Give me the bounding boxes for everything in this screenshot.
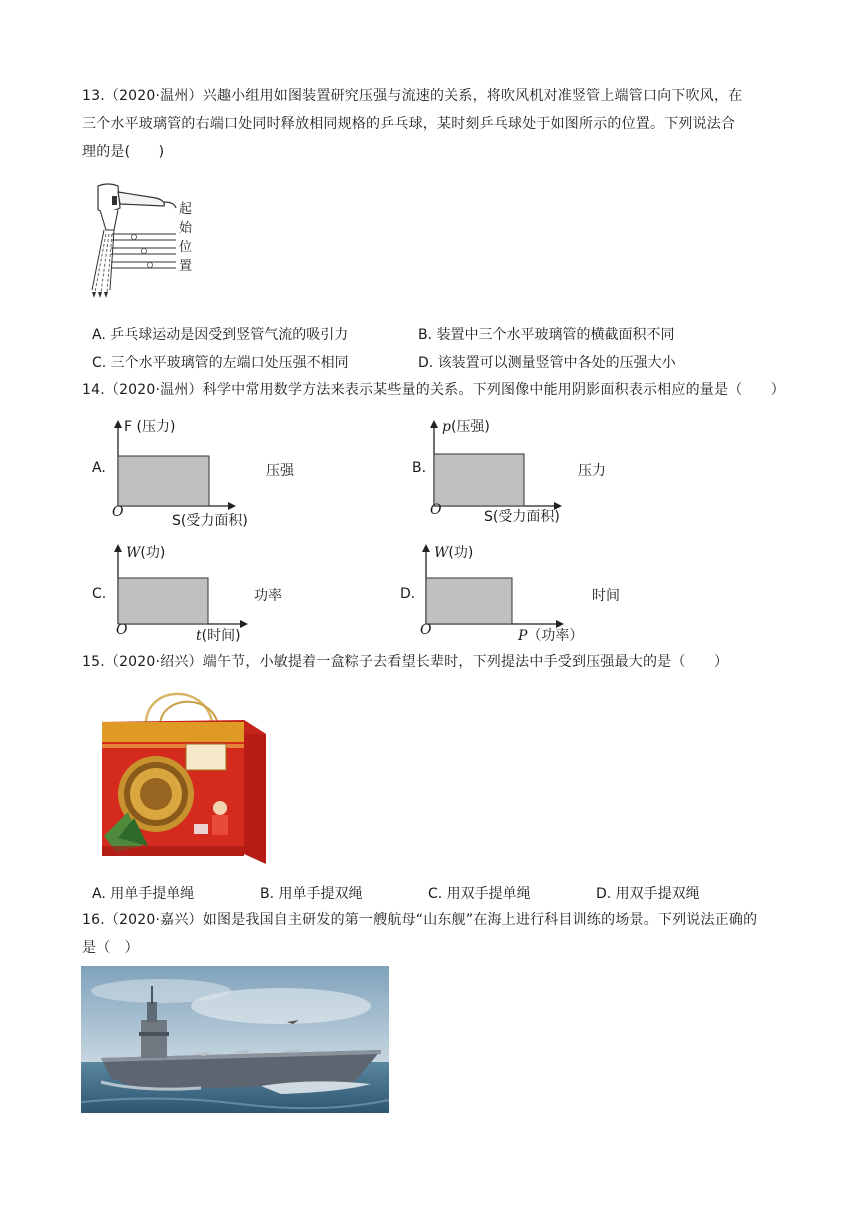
x-axis-label: S(受力面积) bbox=[172, 513, 248, 529]
aircraft-carrier-image bbox=[81, 966, 389, 1113]
figure-13-label bbox=[179, 200, 199, 276]
shaded-area bbox=[426, 578, 512, 624]
x-variable: P bbox=[518, 628, 528, 644]
option-letter: A. bbox=[92, 460, 106, 476]
question-number: 13. bbox=[82, 88, 105, 104]
question-15-text bbox=[82, 648, 728, 676]
question-14-text bbox=[82, 376, 785, 404]
question-13-text bbox=[82, 82, 782, 166]
option-13-d[interactable]: D. 该装置可以测量竖管中各处的压强大小 bbox=[418, 355, 676, 371]
quantity-label: 时间 bbox=[592, 588, 620, 604]
option-13-b[interactable]: B. 装置中三个水平玻璃管的横截面积不同 bbox=[418, 327, 675, 343]
option-letter: B. bbox=[412, 460, 427, 476]
y-axis-label: F (压力) bbox=[124, 419, 176, 435]
question-stem-line: 如图是我国自主研发的第一艘航母“山东舰”在海上进行科目训练的场景。下列说法正确的 bbox=[202, 912, 758, 928]
shaded-area bbox=[118, 578, 208, 624]
question-number: 14. bbox=[82, 382, 105, 398]
hair-dryer-diagram bbox=[84, 182, 224, 300]
option-13-c[interactable]: C. 三个水平玻璃管的左端口处压强不相同 bbox=[92, 355, 349, 371]
x-variable: t bbox=[196, 628, 202, 644]
question-stem-line: 理的是( ) bbox=[82, 144, 165, 160]
option-letter: C. bbox=[92, 586, 107, 602]
x-axis-label: S(受力面积) bbox=[484, 509, 560, 525]
y-unit: (功) bbox=[448, 545, 474, 561]
question-source: （2020·温州） bbox=[104, 88, 203, 104]
shaded-area bbox=[118, 456, 209, 506]
question-source: （2020·嘉兴） bbox=[104, 912, 203, 928]
option-15-b[interactable]: B. 用单手提双绳 bbox=[260, 886, 363, 902]
graph-b[interactable] bbox=[410, 412, 660, 532]
y-unit: (功) bbox=[140, 545, 166, 561]
x-axis-label bbox=[518, 625, 583, 645]
label-char: 始 bbox=[179, 221, 193, 236]
question-source: （2020·绍兴） bbox=[104, 654, 203, 670]
option-15-d[interactable]: D. 用双手提双绳 bbox=[596, 886, 700, 902]
y-variable: W bbox=[126, 545, 141, 561]
x-unit: （功率） bbox=[527, 628, 584, 644]
shaded-area bbox=[434, 454, 524, 506]
question-stem-line: 科学中常用数学方法来表示某些量的关系。下列图像中能用阴影面积表示相应的量是（ ） bbox=[202, 382, 785, 398]
question-number: 16. bbox=[82, 912, 105, 928]
y-variable: p bbox=[442, 419, 451, 435]
y-axis-label bbox=[126, 542, 165, 562]
y-axis-label bbox=[442, 416, 490, 436]
y-variable: W bbox=[434, 545, 449, 561]
option-letter: D. bbox=[400, 586, 416, 602]
figure-13-apparatus bbox=[84, 182, 224, 300]
quantity-label: 功率 bbox=[254, 588, 282, 604]
y-unit: (压强) bbox=[450, 419, 490, 435]
origin-label: O bbox=[430, 502, 442, 518]
origin-label: O bbox=[112, 504, 124, 520]
question-stem-line: 是（ ） bbox=[82, 940, 139, 956]
label-char: 置 bbox=[179, 259, 193, 274]
origin-label: O bbox=[420, 622, 432, 638]
graph-a[interactable] bbox=[90, 412, 340, 532]
option-13-a[interactable]: A. 乒乓球运动是因受到竖管气流的吸引力 bbox=[92, 327, 349, 343]
graph-c[interactable] bbox=[90, 538, 340, 648]
quantity-label: 压强 bbox=[266, 463, 294, 479]
question-stem-line: 三个水平玻璃管的右端口处同时释放相同规格的乒乓球，某时刻乒乓球处于如图所示的位置。下列说法合 bbox=[82, 116, 736, 132]
label-char: 位 bbox=[179, 240, 193, 255]
option-15-a[interactable]: A. 用单手提单绳 bbox=[92, 886, 195, 902]
origin-label: O bbox=[116, 622, 128, 638]
quantity-label: 压力 bbox=[578, 463, 606, 479]
graph-d[interactable] bbox=[398, 538, 658, 648]
question-stem-line: 兴趣小组用如图装置研究压强与流速的关系，将吹风机对准竖管上端管口向下吹风，在 bbox=[202, 88, 743, 104]
x-axis-label bbox=[196, 625, 241, 645]
label-char: 起 bbox=[179, 202, 193, 217]
option-15-c[interactable]: C. 用双手提单绳 bbox=[428, 886, 531, 902]
y-axis-label bbox=[434, 542, 473, 562]
question-16-text bbox=[82, 906, 782, 962]
question-stem-line: 端午节，小敏提着一盒粽子去看望长辈时，下列提法中手受到压强最大的是（ ） bbox=[202, 654, 729, 670]
question-number: 15. bbox=[82, 654, 105, 670]
zongzi-gift-box-image bbox=[94, 686, 274, 872]
question-source: （2020·温州） bbox=[104, 382, 203, 398]
x-unit: (时间) bbox=[201, 628, 241, 644]
